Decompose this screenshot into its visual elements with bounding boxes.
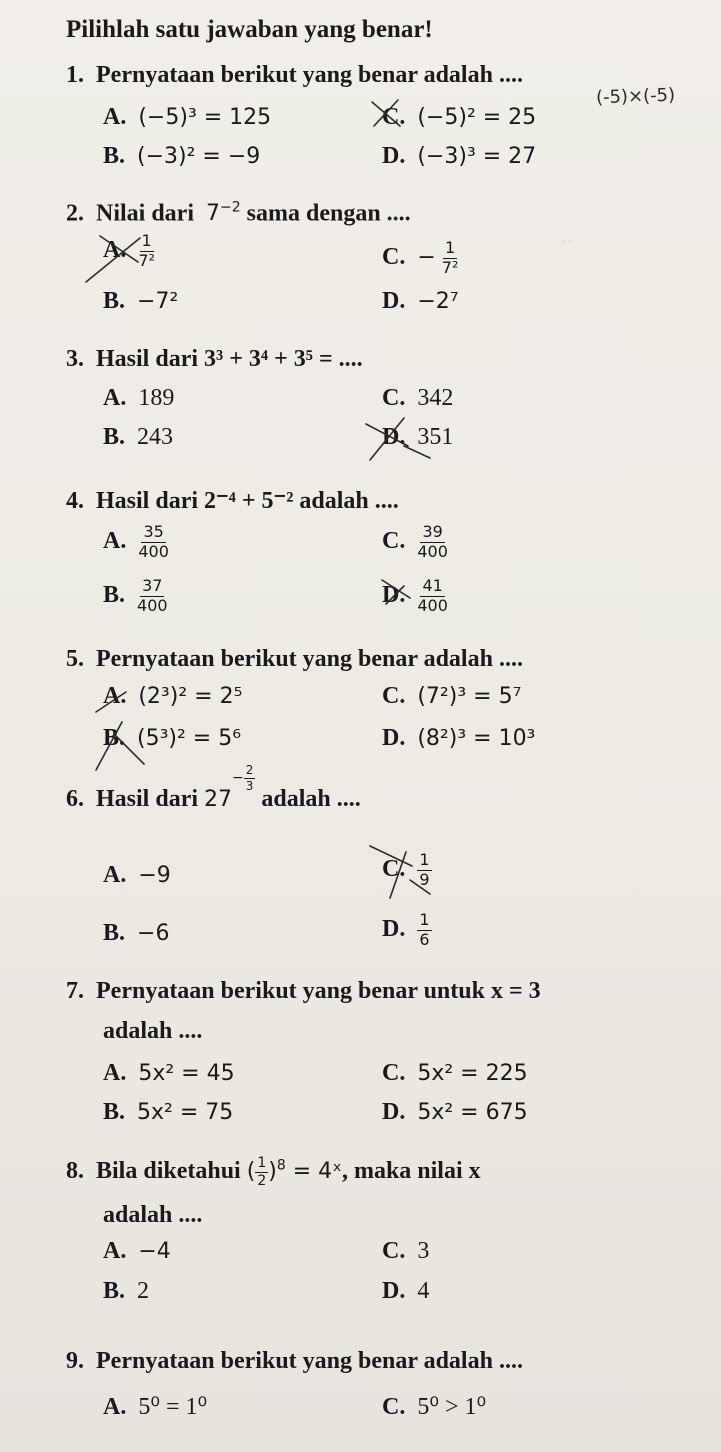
q9-option-c[interactable]: C. 5⁰ > 1⁰ [382, 1394, 487, 1420]
question-text: Pernyataan berikut yang benar adalah .... [96, 62, 523, 88]
handwritten-note: (-5)×(-5) [595, 84, 676, 109]
question-8-continued: adalah .... [103, 1202, 203, 1228]
q5-option-c[interactable]: C. (7²)³ = 5⁷ [382, 683, 522, 709]
q3-option-a[interactable]: A. 189 [103, 385, 175, 411]
q3-option-b[interactable]: B. 243 [103, 424, 174, 450]
q2-option-d[interactable]: D. −2⁷ [382, 288, 459, 314]
q5-option-a[interactable]: A. (2³)² = 2⁵ [103, 683, 243, 709]
q7-option-b[interactable]: B. 5x² = 75 [103, 1099, 234, 1125]
q4-option-b[interactable]: B. $\frac{37}{400}$ [103, 576, 168, 615]
q7-option-c[interactable]: C. 5x² = 225 [382, 1060, 528, 1086]
question-4: 4. Hasil dari 2⁻⁴ + 5⁻² adalah .... [66, 488, 399, 514]
question-number: 1. [66, 62, 84, 88]
q1-option-b[interactable]: B. (−3)² = −9 [103, 143, 261, 169]
bleed-through-text: ·· [560, 230, 574, 252]
q8-option-a[interactable]: A. −4 [103, 1238, 171, 1264]
q8-option-c[interactable]: C. 3 [382, 1238, 430, 1264]
question-8: 8. Bila diketahui ( $\frac{1}{2}$ )$^8$ = 4ˣ, maka nilai x [66, 1155, 481, 1189]
question-3: 3. Hasil dari 3³ + 3⁴ + 3⁵ = .... [66, 346, 363, 372]
q6-option-a[interactable]: A. −9 [103, 862, 171, 888]
q2-option-a[interactable]: A. $\frac{1}{\text{7²}}$ [103, 231, 155, 270]
q6-option-c[interactable]: C. $\frac{1}{9}$ [382, 850, 430, 889]
page-heading: Pilihlah satu jawaban yang benar! [66, 16, 433, 43]
q4-option-a[interactable]: A. $\frac{35}{400}$ [103, 522, 169, 561]
q3-option-c[interactable]: C. 342 [382, 385, 454, 411]
q9-option-a[interactable]: A. 5⁰ = 1⁰ [103, 1394, 208, 1420]
q8-option-b[interactable]: B. 2 [103, 1278, 150, 1304]
q2-option-b[interactable]: B. −7² [103, 288, 179, 314]
q8-option-d[interactable]: D. 4 [382, 1278, 430, 1304]
question-6: 6. Hasil dari 27− $\frac{2}{3}$ adalah .... [66, 763, 361, 812]
question-2: 2. Nilai dari $7^{-2}$ sama dengan .... [66, 200, 411, 227]
q1-option-c[interactable]: C. (−5)² = 25 [382, 104, 537, 130]
q2-option-c[interactable]: C. − $\frac{1}{\text{7²}}$ [382, 238, 459, 277]
q5-option-b[interactable]: B. (5³)² = 5⁶ [103, 725, 242, 751]
q6-option-b[interactable]: B. −6 [103, 920, 170, 946]
q4-option-c[interactable]: C. $\frac{39}{400}$ [382, 522, 448, 561]
question-9: 9. Pernyataan berikut yang benar adalah .... [66, 1348, 523, 1374]
q1-option-d[interactable]: D. (−3)³ = 27 [382, 143, 537, 169]
question-1 [66, 62, 523, 89]
q5-option-d[interactable]: D. (8²)³ = 10³ [382, 725, 536, 751]
q4-option-d[interactable]: D. $\frac{41}{400}$ [382, 576, 448, 615]
question-7: 7. Pernyataan berikut yang benar untuk x = 3 [66, 978, 541, 1004]
q7-option-d[interactable]: D. 5x² = 675 [382, 1099, 528, 1125]
question-5: 5. Pernyataan berikut yang benar adalah .... [66, 646, 523, 672]
q1-option-a[interactable]: A. (−5)³ = 125 [103, 104, 272, 130]
question-7-continued: adalah .... [103, 1018, 203, 1044]
q7-option-a[interactable]: A. 5x² = 45 [103, 1060, 235, 1086]
q3-option-d[interactable]: D. 351 [382, 424, 454, 450]
q6-option-d[interactable]: D. $\frac{1}{6}$ [382, 910, 430, 949]
